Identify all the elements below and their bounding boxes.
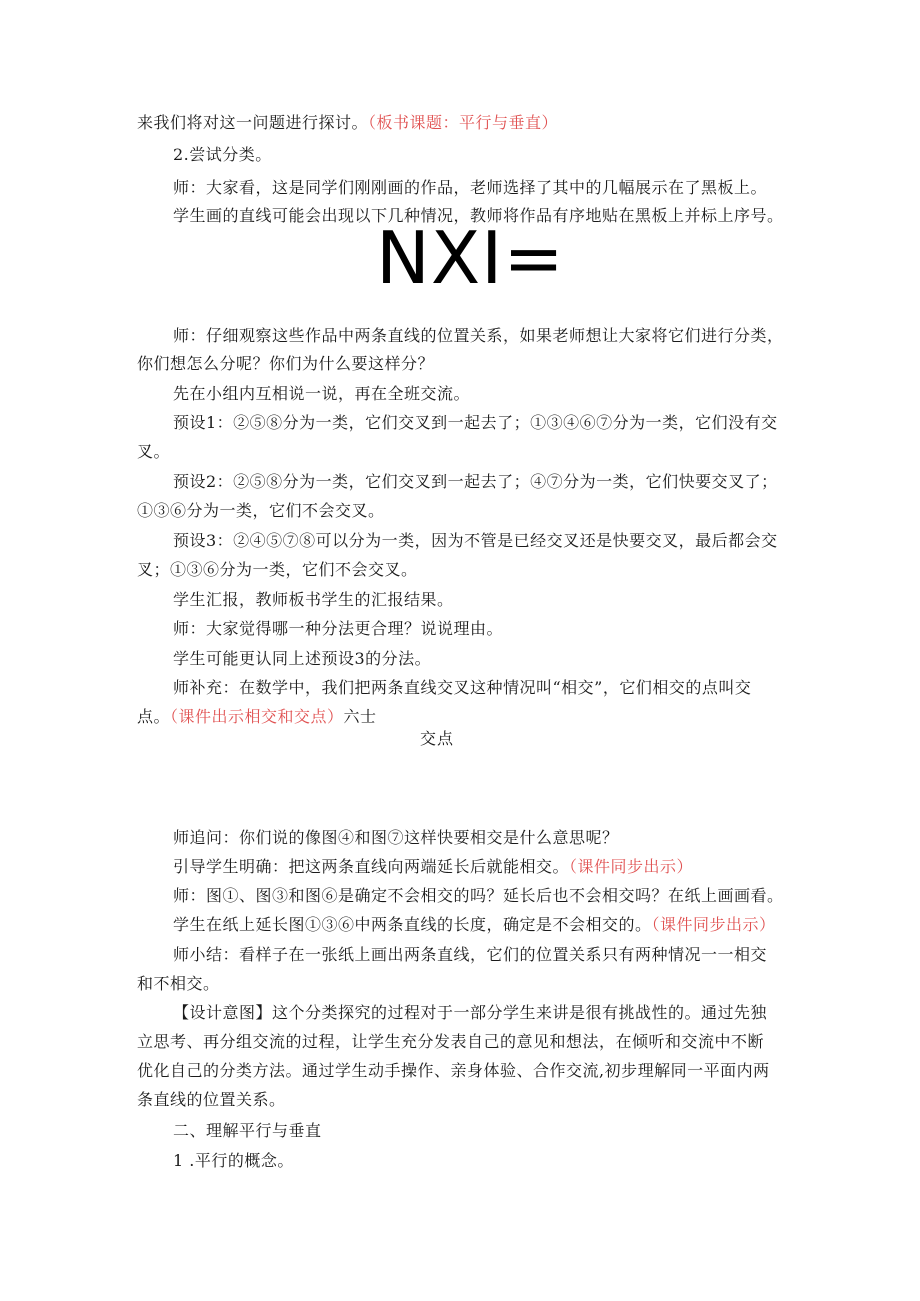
paragraph-line: 师：图①、图③和图⑥是确定不会相交的吗？延长后也不会相交吗？在纸上画画看。 [173, 886, 784, 905]
annotation-text: （课件同步出示） [569, 857, 694, 876]
paragraph-line: 学生汇报，教师板书学生的汇报结果。 [173, 590, 454, 609]
annotation-text: （板书课题：平行与垂直） [368, 113, 559, 132]
paragraph-line: 师追问：你们说的像图④和图⑦这样快要相交是什么意思呢？ [173, 828, 619, 847]
paragraph-line: 叉。 [137, 442, 171, 461]
line-figures: NXI= [376, 216, 565, 300]
figure-caption: 交点 [420, 729, 455, 748]
paragraph-line: 和不相交。 [137, 974, 220, 993]
paragraph-line: 点。（课件出示相交和交点）六士 [137, 707, 377, 726]
section-heading: 2.尝试分类。 [173, 145, 272, 164]
section-heading: 二、理解平行与垂直 [173, 1121, 322, 1140]
paragraph-line: 条直线的位置关系。 [137, 1090, 286, 1109]
paragraph-line: 来我们将对这一问题进行探讨。（板书课题：平行与垂直） [137, 113, 559, 132]
annotation-text: （课件出示相交和交点） [170, 707, 344, 726]
design-intent-paragraph: 【设计意图】这个分类探究的过程对于一部分学生来讲是很有挑战性的。通过先独 [173, 1003, 768, 1022]
paragraph-line: 叉；①③⑥分为一类，它们不会交叉。 [137, 560, 418, 579]
paragraph-line: 学生画的直线可能会出现以下几种情况，教师将作品有序地贴在黑板上并标上序号。 [173, 206, 784, 225]
section-heading: 1 .平行的概念。 [173, 1151, 294, 1170]
paragraph-line: 预设3：②④⑤⑦⑧可以分为一类，因为不管是已经交叉还是快要交叉，最后都会交 [173, 531, 778, 550]
paragraph-line: 师：大家看，这是同学们刚刚画的作品，老师选择了其中的几幅展示在了黑板上。 [173, 178, 768, 197]
annotation-text: （课件同步出示） [651, 915, 776, 934]
paragraph-line: 师小结：看样子在一张纸上画出两条直线，它们的位置关系只有两种情况一一相交 [173, 945, 768, 964]
paragraph-line: ①③⑥分为一类，它们不会交叉。 [137, 501, 385, 520]
paragraph-line: 学生在纸上延长图①③⑥中两条直线的长度，确定是不会相交的。（课件同步出示） [173, 915, 776, 934]
paragraph-line: 优化自己的分类方法。通过学生动手操作、亲身体验、合作交流,初步理解同一平面内两 [137, 1061, 770, 1080]
paragraph-line: 师：仔细观察这些作品中两条直线的位置关系，如果老师想让大家将它们进行分类， [173, 326, 784, 345]
paragraph-line: 师补充：在数学中，我们把两条直线交叉这种情况叫“相交”，它们相交的点叫交 [173, 678, 752, 697]
paragraph-line: 你们想怎么分呢？你们为什么要这样分？ [137, 354, 435, 373]
paragraph-line: 师：大家觉得哪一种分法更合理？说说理由。 [173, 619, 504, 638]
paragraph-line: 立思考、再分组交流的过程，让学生充分发表自己的意见和想法，在倾听和交流中不断 [137, 1032, 765, 1051]
paragraph-line: 学生可能更认同上述预设3的分法。 [173, 649, 432, 668]
paragraph-line: 引导学生明确：把这两条直线向两端延长后就能相交。（课件同步出示） [173, 857, 694, 876]
paragraph-line: 预设2：②⑤⑧分为一类，它们交叉到一起去了；④⑦分为一类，它们快要交叉了； [173, 472, 778, 491]
paragraph-line: 预设1：②⑤⑧分为一类，它们交叉到一起去了；①③④⑥⑦分为一类，它们没有交 [173, 413, 778, 432]
paragraph-line: 先在小组内互相说一说，再在全班交流。 [173, 384, 471, 403]
